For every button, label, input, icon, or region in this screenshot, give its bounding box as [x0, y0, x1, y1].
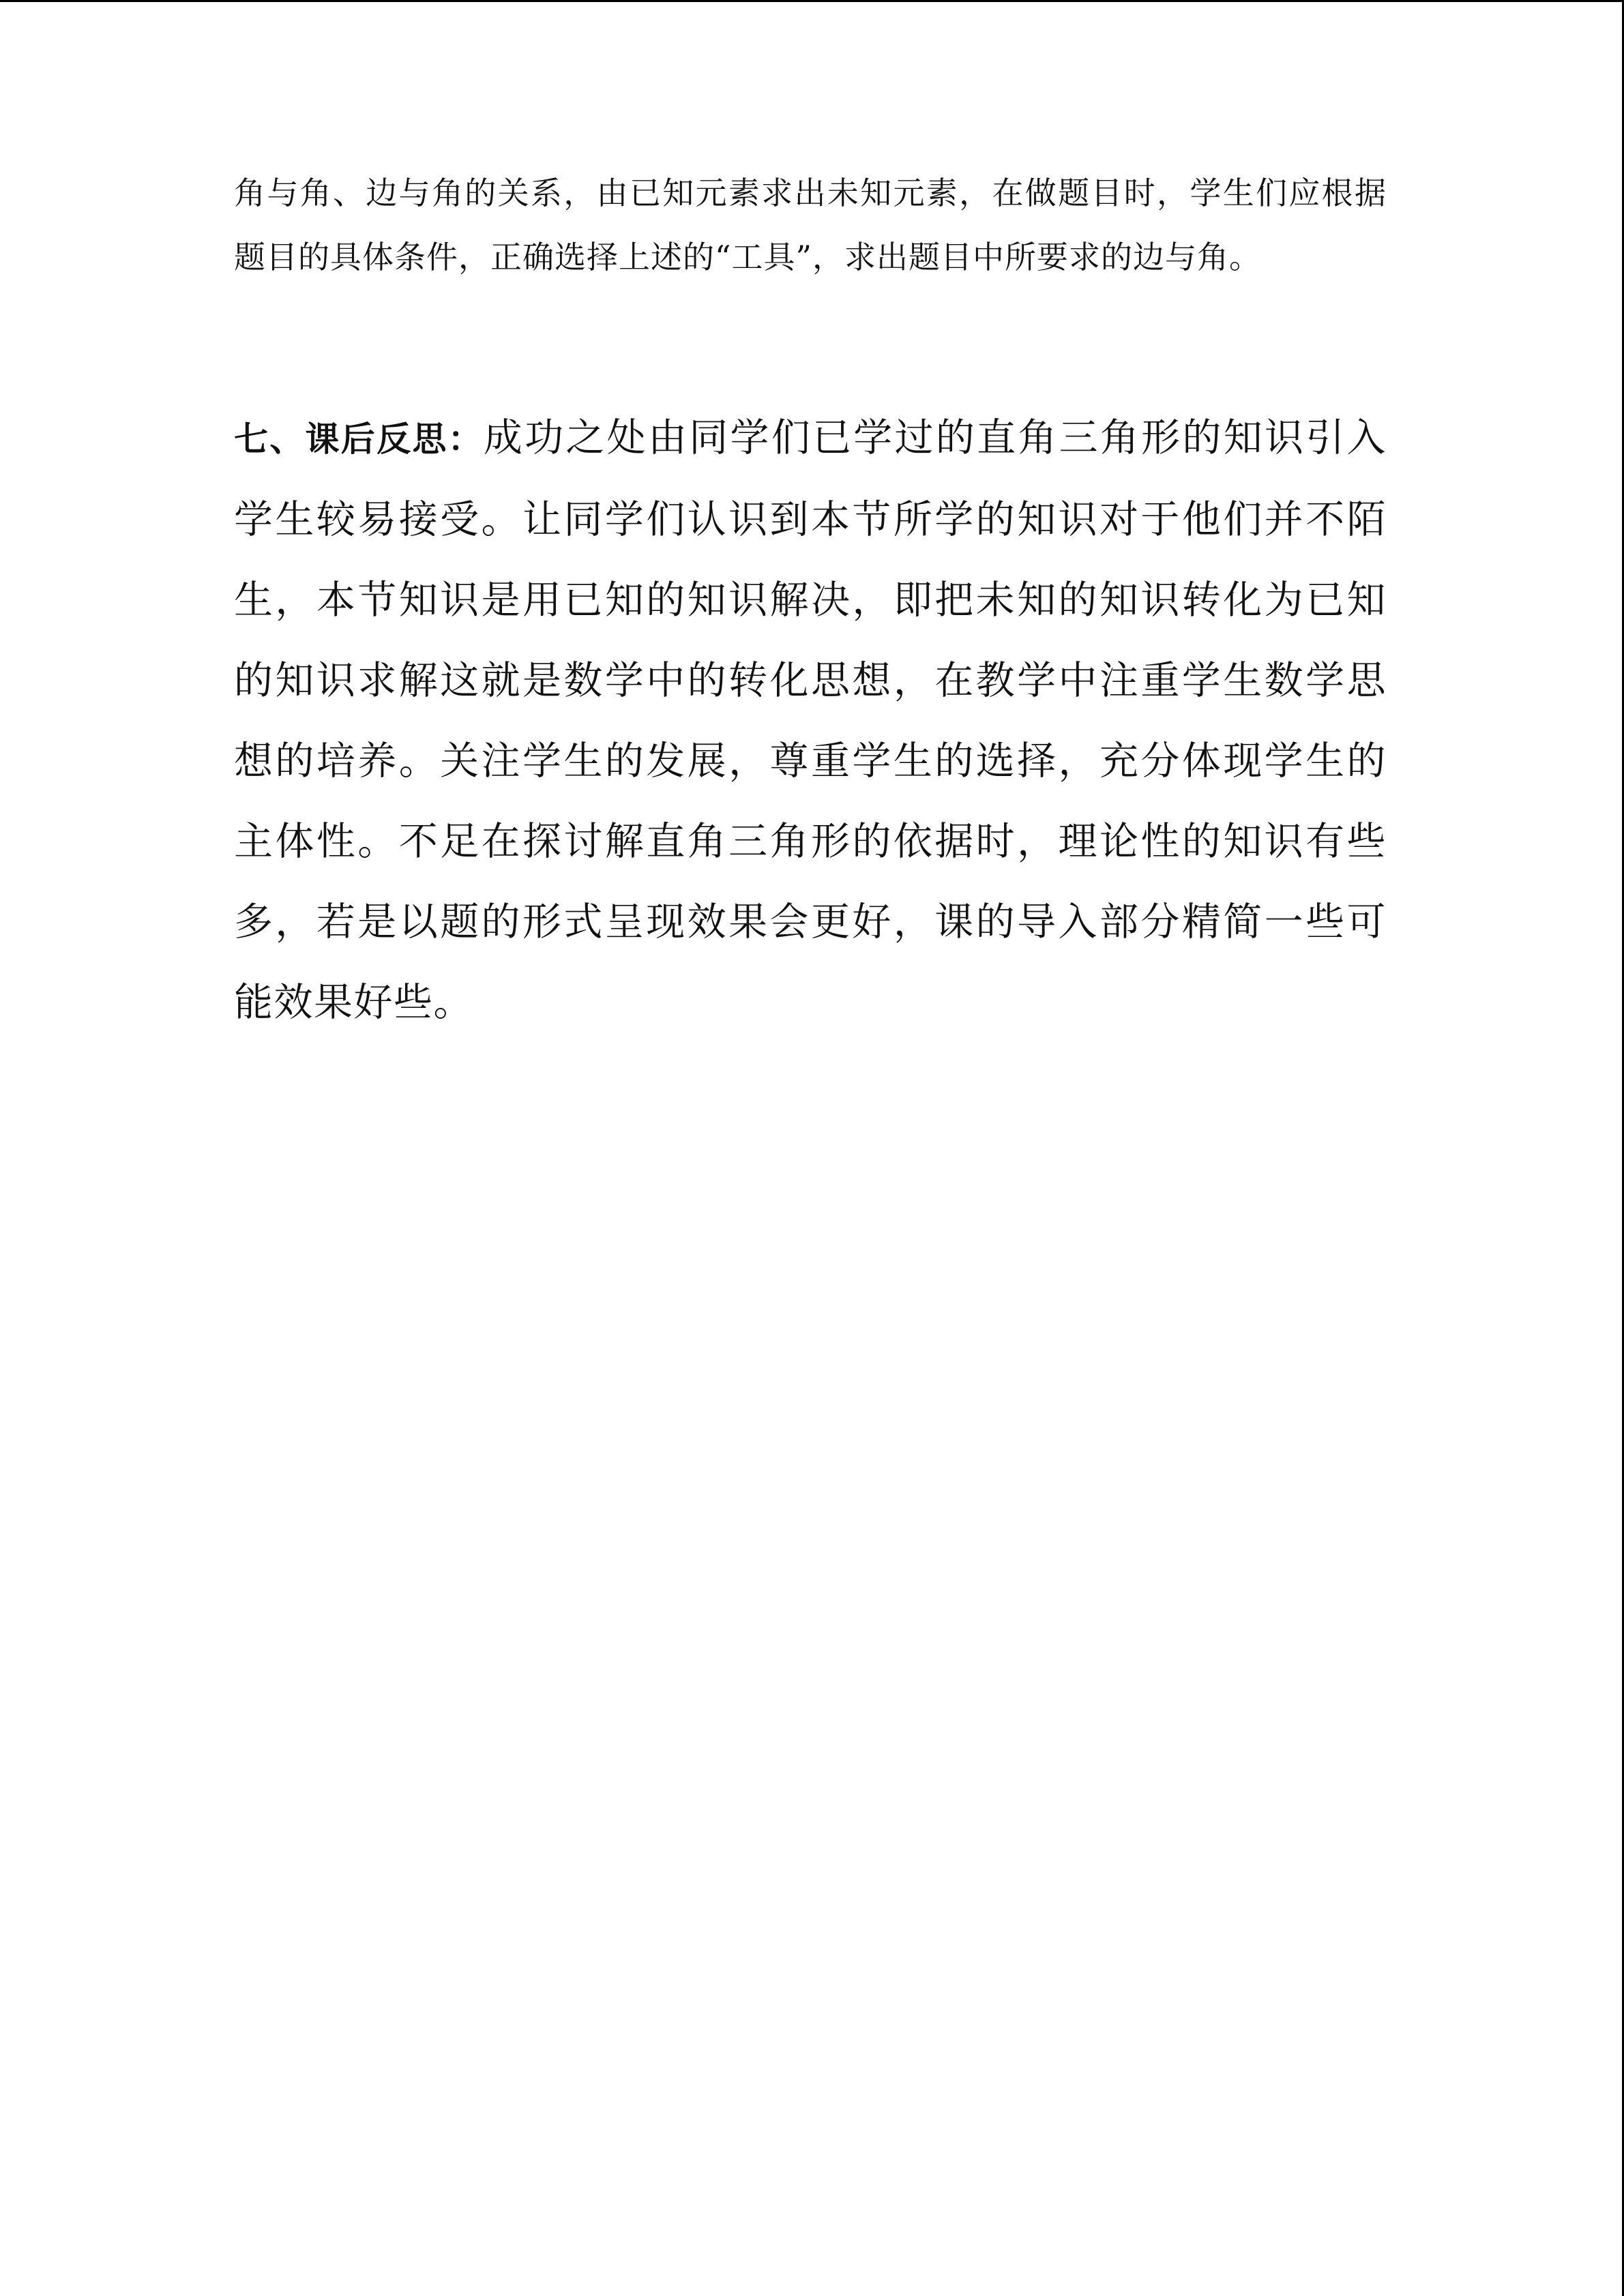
- reflection-paragraph: [234, 398, 1387, 1043]
- section-heading: 七、课后反思：: [234, 419, 484, 459]
- continuation-paragraph: 角与角、边与角的关系，由已知元素求出未知元素，在做题目时，学生们应根据题目的具体条件，正确选择上述的“工具”，求出题目中所要求的边与角。: [234, 175, 1387, 275]
- reflection-body: 成功之处由同学们已学过的直角三角形的知识引入学生较易接受。让同学们认识到本节所学的知识对于他们并不陌生，本节知识是用已知的知识解决，即把未知的知识转化为已知的知识求解这就是数学中的转化思想，在教学中注重学生数学思想的培养。关注学生的发展，尊重学生的选择，充分体现学生的主体性。不足在探讨解直角三角形的依据时，理论性的知识有些多，若是以题的形式呈现效果会更好，课的导入部分精简一些可能效果好些。: [234, 415, 1387, 1025]
